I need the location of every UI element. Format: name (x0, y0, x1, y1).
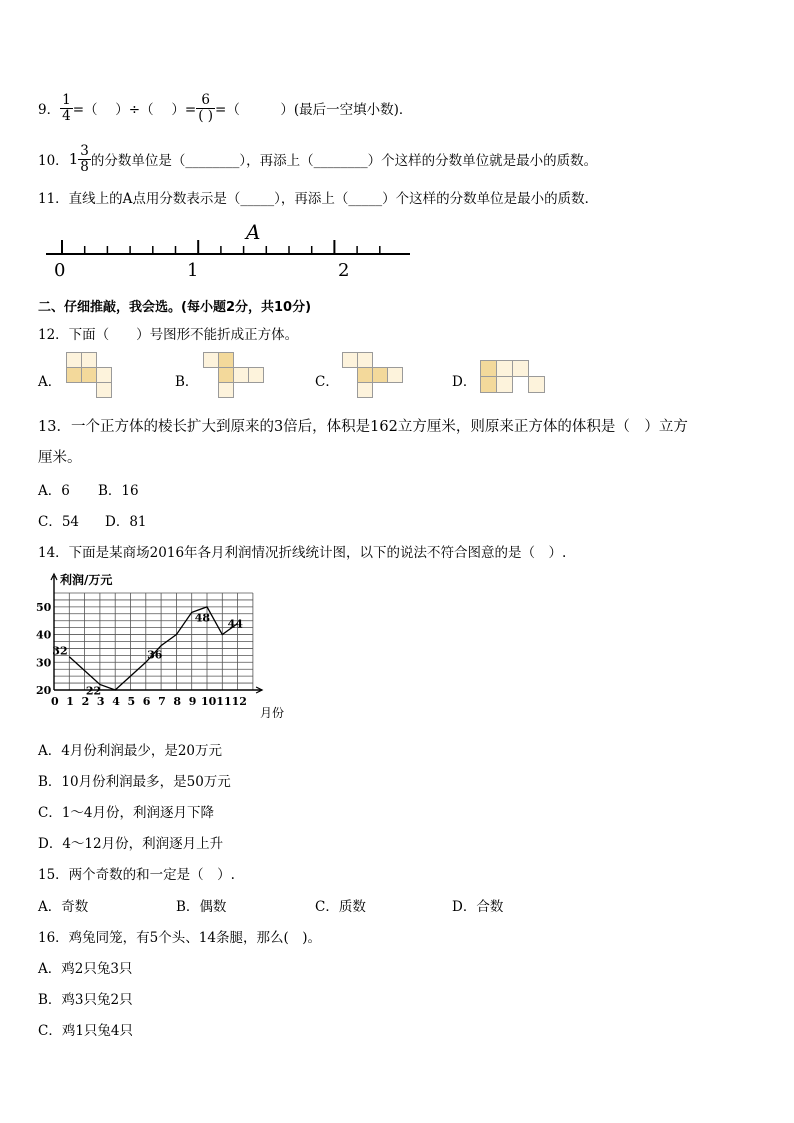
net-square (358, 353, 373, 368)
question-9 (38, 88, 412, 128)
q13-option-c: C．54 (38, 514, 80, 530)
net-square (497, 361, 513, 377)
q9-fraction-2: $\frac{6}{( )}$ (198, 91, 214, 124)
chart-y-axis-label: 利润/万元 (60, 573, 113, 587)
cube-net-b (203, 352, 267, 400)
net-square (67, 353, 82, 368)
net-square (219, 368, 234, 383)
x-tick-label: 9 (188, 695, 197, 708)
question-14: 14．下面是某商场2016年各月利润情况折线统计图，以下的说法不符合图意的是（ ）. (38, 545, 567, 561)
q15-option-b: B．偶数 (176, 899, 227, 915)
net-square (82, 353, 97, 368)
question-13-line-2: 厘米。 (38, 450, 82, 466)
net-square (82, 368, 97, 383)
question-16: 16．鸡兔同笼，有5个头、14条腿，那么( )。 (38, 930, 321, 946)
q15-option-a: A．奇数 (38, 899, 89, 915)
x-tick-label: 0 (51, 695, 59, 708)
cube-net-c (342, 352, 406, 400)
q10-mixed-number: 1 $\frac{3}{8}$ (68, 142, 89, 175)
x-tick-label: 12 (231, 695, 247, 708)
y-tick-label: 40 (36, 628, 52, 642)
question-12: 12．下面（ ）号图形不能折成正方体。 (38, 327, 299, 343)
data-point-label: 48 (194, 611, 211, 625)
q14-option-a: A．4月份利润最少，是20万元 (38, 743, 223, 759)
question-13-line-1: 13．一个正方体的棱长扩大到原来的3倍后，体积是162立方厘米，则原来正方体的体积是（ ）立方 (38, 419, 688, 435)
y-tick-label: 50 (36, 600, 52, 614)
question-11: 11．直线上的A点用分数表示是（_____），再添上（_____）个这样的分数单位是最小的质数． (38, 191, 599, 207)
x-tick-label: 2 (81, 695, 90, 708)
cube-net-a (66, 352, 130, 400)
q15-option-c: C．质数 (315, 899, 366, 915)
q12-option-a-label: A． (38, 374, 62, 390)
x-tick-label: 7 (158, 695, 166, 708)
x-tick-label: 1 (66, 695, 74, 708)
question-10 (38, 140, 597, 178)
q14-option-c: C．1～4月份，利润逐月下降 (38, 805, 215, 821)
q13-option-a: A．6 (38, 483, 70, 499)
point-a-label: A (246, 220, 261, 244)
x-tick-label: 11 (216, 695, 232, 708)
y-tick-label: 30 (36, 656, 52, 670)
net-square (97, 368, 112, 383)
q16-option-b: B．鸡3只兔2只 (38, 992, 133, 1008)
net-square (204, 353, 219, 368)
net-square (358, 383, 373, 398)
net-square (481, 377, 497, 393)
number-line (38, 218, 418, 283)
q10-text: 的分数单位是（________），再添上（________）个这样的分数单位就是最小的质数。 (90, 153, 598, 169)
data-point-label: 32 (52, 644, 68, 658)
net-square (343, 353, 358, 368)
net-square (97, 383, 112, 398)
x-tick-label: 5 (127, 695, 136, 708)
q15-option-d: D．合数 (452, 899, 504, 915)
q12-option-b-label: B． (175, 374, 199, 390)
net-square (481, 361, 497, 377)
tick-label-2: 2 (338, 260, 350, 281)
tick-label-0: 0 (54, 260, 66, 281)
net-square (373, 368, 388, 383)
q16-option-a: A．鸡2只兔3只 (38, 961, 133, 977)
net-square (358, 368, 373, 383)
number-line-ticks (62, 240, 380, 254)
data-point-label: 22 (85, 684, 102, 698)
x-tick-label: 6 (142, 695, 151, 708)
net-square (219, 383, 234, 398)
data-point-label: 44 (227, 617, 243, 631)
data-point-label: 36 (147, 648, 163, 662)
q10-number: 10． (38, 153, 69, 169)
net-square (67, 368, 82, 383)
cube-net-d (480, 360, 546, 394)
q9-number: 9． (38, 102, 61, 118)
tick-label-1: 1 (187, 260, 199, 281)
section-2-heading: 二、仔细推敲，我会选。(每小题2分，共10分) (38, 300, 312, 315)
q13-option-b: B．16 (98, 483, 139, 499)
q14-option-d: D．4～12月份，利润逐月上升 (38, 836, 224, 852)
q14-option-b: B．10月份利润最多，是50万元 (38, 774, 231, 790)
q16-option-c: C．鸡1只兔4只 (38, 1023, 134, 1039)
x-tick-label: 4 (112, 695, 120, 708)
net-square (529, 377, 545, 393)
y-tick-label: 20 (36, 684, 52, 697)
q9-fraction-1: $\frac{1}{4}$ (62, 91, 71, 124)
x-tick-label: 3 (96, 695, 105, 708)
q13-option-d: D．81 (105, 514, 147, 530)
net-square (388, 368, 403, 383)
net-square (234, 368, 249, 383)
net-square (497, 377, 513, 393)
q9-equation-end: =（ ）(最后一空填小数)． (215, 102, 413, 118)
net-square (249, 368, 264, 383)
x-tick-label: 10 (201, 695, 217, 708)
q9-equation-middle: =（ ）÷（ ）= (72, 102, 197, 118)
q12-option-c-label: C． (315, 374, 339, 390)
x-tick-label: 8 (173, 695, 182, 708)
net-square (219, 353, 234, 368)
question-15: 15．两个奇数的和一定是（ ）. (38, 867, 235, 883)
q12-option-d-label: D． (452, 374, 477, 390)
chart-x-axis-label: 月份 (260, 706, 285, 720)
profit-line-chart (34, 570, 294, 725)
net-square (513, 361, 529, 377)
